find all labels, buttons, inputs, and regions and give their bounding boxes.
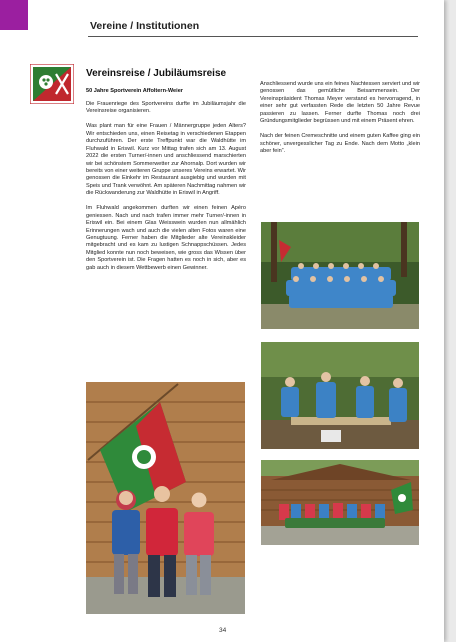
photo-group-forest — [261, 222, 419, 329]
article-title: Vereinsreise / Jubiläumsreise — [86, 68, 227, 79]
paragraph: Die Frauenriege des Sportvereins durfte im Jubiläumsjahr die Vereinsreise organisieren. — [86, 101, 246, 115]
article-body-right — [260, 81, 420, 163]
paragraph: Im Fluhwald angekommen durften wir einen feinen Apéro geniessen. Nach und nach trafen immer mehr Turner/-innen in Eriswil ein. Bei einem Glas Weisswein wurden nun allmählich Erinnerungen wach und auch die vielen alten Fotos waren eine Genugtuung. Ferner haben die Mitglieder alte Vereinskleider mitgebracht und es kam zu lustigen Schnappschüssen. Jedes Mitglied konnte nun noch beweisen, wie gross das Wissen über den Sportverein ist. Die Fragen hatten es noch in sich, aber es gab auch in diesem Wettbewerb einen Gewinner. — [86, 205, 246, 271]
photo-members-with-flag — [86, 382, 245, 614]
section-title: Vereine / Institutionen — [90, 20, 200, 32]
sportverein-logo — [30, 64, 74, 104]
photo-members-at-table — [261, 342, 419, 449]
paragraph: Nach der feinen Cremeschnitte und einem guten Kaffee ging ein schöner, unvergesslicher Tag zu Ende. Nach dem Motto „klein aber fein“. — [260, 133, 420, 155]
photo-group-at-hut — [261, 460, 419, 545]
page-number: 34 — [219, 627, 227, 634]
paragraph: Was plant man für eine Frauen / Männergruppe jeden Alters? Wir entschieden uns, einen Reisetag in verschiedenen Etappen durchzuführen. Der erste Treffpunkt war die Waldhütte im Fluhwald in Eriswil. Kurz vor Mittag trafen sich am 13. August 2022 die ersten Turner/-innen und anschliessend marschierten wir bei schönstem Sommerwetter zur Ahornalp. Dort wurden wir bereits von einer weiteren Gruppe unseres Vereins erwartet. Wir genossen die Einkehr im Restaurant ausgiebig und wurden mit Speis und Trank verwöhnt. Am späteren Nachmittag nahmen wir die Rückwanderung zur Waldhütte in Eriswil in Angriff. — [86, 123, 246, 197]
corner-accent-tab — [0, 0, 28, 30]
paragraph: Anschliessend wurde uns ein feines Nachtessen serviert und wir genossen das gemütliche Beisammensein. Der Vereinspräsident Thomas Meyer verstand es hervorragend, in einer sehr gut verfassten Rede die letzten 50 Jahre Revue passieren zu lassen. Ferner durfte Thomas noch drei Gründungsmitglieder begrüssen und mit einem Präsent ehren. — [260, 81, 420, 125]
article-subtitle: 50 Jahre Sportverein Affoltern-Weier — [86, 88, 183, 94]
section-divider — [88, 36, 418, 37]
article-body-left — [86, 101, 246, 280]
